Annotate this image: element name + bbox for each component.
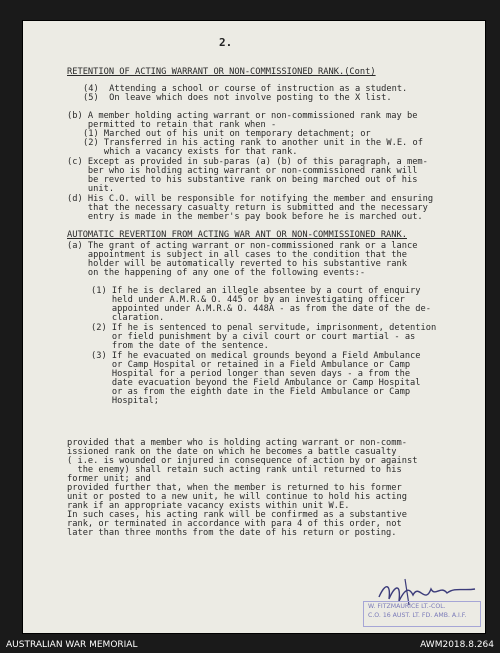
footer-accession-number: AWM2018.8.264 (420, 640, 494, 650)
proviso1-line3: ( i.e. is wounded or injured in consequence of action by or against (67, 456, 418, 466)
rev-3-line2: or Camp Hospital or retained in a Field Ambulance or Camp (91, 360, 411, 370)
proviso1-line1: provided that a member who is holding acting warrant or non-comm- (67, 438, 407, 448)
rev-3-line6: Hospital; (91, 396, 159, 406)
rev-3-line4: date evacuation beyond the Field Ambulance or Camp Hospital (91, 378, 421, 388)
rev-2-line2: or field punishment by a civil court or court martial - as (91, 332, 416, 342)
footer-institution: AUSTRALIAN WAR MEMORIAL (6, 640, 138, 650)
stamp-line-2: C.O. 16 AUST. LT. FD. AMB. A.I.F. (368, 612, 467, 619)
para-c-line3: be reverted to his substantive rank on being marched out of his (67, 175, 418, 185)
rev-1-line3: appointed under A.M.R.& O. 448A - as from the date of the de- (91, 304, 431, 314)
retention-heading: RETENTION OF ACTING WARRANT OR NON-COMMISSIONED RANK.(Cont) (67, 67, 376, 77)
para-b2-line2: which a vacancy exists for that rank. (83, 147, 298, 157)
para-d-line3: entry is made in the member's pay book before he is marched out. (67, 212, 423, 222)
para-b2-line1: (2) Transferred in his acting rank to another unit in the W.E. of (83, 138, 423, 148)
para-c-line4: unit. (67, 184, 115, 194)
rev-2-line3: from the date of the sentence. (91, 341, 269, 351)
para-c-line1: (c) Except as provided in sub-paras (a) (b) of this paragraph, a mem- (67, 157, 428, 167)
proviso2-line3: rank if an appropriate vacancy exists within unit W.E. (67, 501, 350, 511)
page-number: 2. (219, 36, 233, 49)
confirm-line3: later than three months from the date of his return or posting. (67, 528, 397, 538)
rev-a-line2: appointment is subject in all cases to the condition that the (67, 250, 407, 260)
proviso1-line2: issioned rank on the date on which he becomes a battle casualty (67, 447, 397, 457)
proviso2-line1: provided further that, when the member is returned to his former (67, 483, 402, 493)
proviso1-line5: former unit; and (67, 474, 151, 484)
rev-a-line3: holder will be automatically reverted to his substantive rank (67, 259, 407, 269)
rev-3-line3: Hospital for a period longer than seven days - a from the (91, 369, 411, 379)
stamp-line-1: W. FITZMAURICE LT.-COL. (368, 603, 446, 610)
rev-a-line4: on the happening of any one of the following events:- (67, 268, 366, 278)
proviso1-line4: the enemy) shall retain such acting rank until returned to his (67, 465, 402, 475)
rev-1-line2: held under A.M.R.& O. 445 or by an investigating officer (91, 295, 405, 305)
confirm-line2: rank, or terminated in accordance with para 4 of this order, not (67, 519, 402, 529)
rev-1-line4: claration. (91, 313, 165, 323)
proviso2-line2: unit or posted to a new unit, he will continue to hold his acting (67, 492, 407, 502)
rev-3-line1: (3) If he evacuated on medical grounds beyond a Field Ambulance (91, 351, 421, 361)
document-page (22, 20, 486, 634)
para-b-line2: permitted to retain that rank when - (67, 120, 277, 130)
para-d-line2: that the necessary casualty return is submitted and the necessary (67, 203, 428, 213)
officer-stamp (363, 601, 481, 627)
para-b1: (1) Marched out of his unit on temporary detachment; or (83, 129, 371, 139)
rev-1-line1: (1) If he is declared an illegle absentee by a court of enquiry (91, 286, 421, 296)
para-b-line1: (b) A member holding acting warrant or non-commissioned rank may be (67, 111, 418, 121)
para-a5: (5) On leave which does not involve posting to the X list. (83, 93, 392, 103)
rev-a-line1: (a) The grant of acting warrant or non-commissioned rank or a lance (67, 241, 418, 251)
confirm-line1: In such cases, his acting rank will be confirmed as a substantive (67, 510, 407, 520)
para-c-line2: ber who is holding acting warrant or non-commissioned rank will (67, 166, 418, 176)
para-d-line1: (d) His C.O. will be responsible for notifying the member and ensuring (67, 194, 434, 204)
reversion-heading: AUTOMATIC REVERTION FROM ACTING WAR ANT OR NON-COMMISSIONED RANK. (67, 230, 407, 240)
rev-2-line1: (2) If he is sentenced to penal servitude, imprisonment, detention (91, 323, 437, 333)
para-a4: (4) Attending a school or course of instruction as a student. (83, 84, 408, 94)
rev-3-line5: or as from the eighth date in the Field Ambulance or Camp (91, 387, 411, 397)
archive-footer (0, 637, 500, 653)
